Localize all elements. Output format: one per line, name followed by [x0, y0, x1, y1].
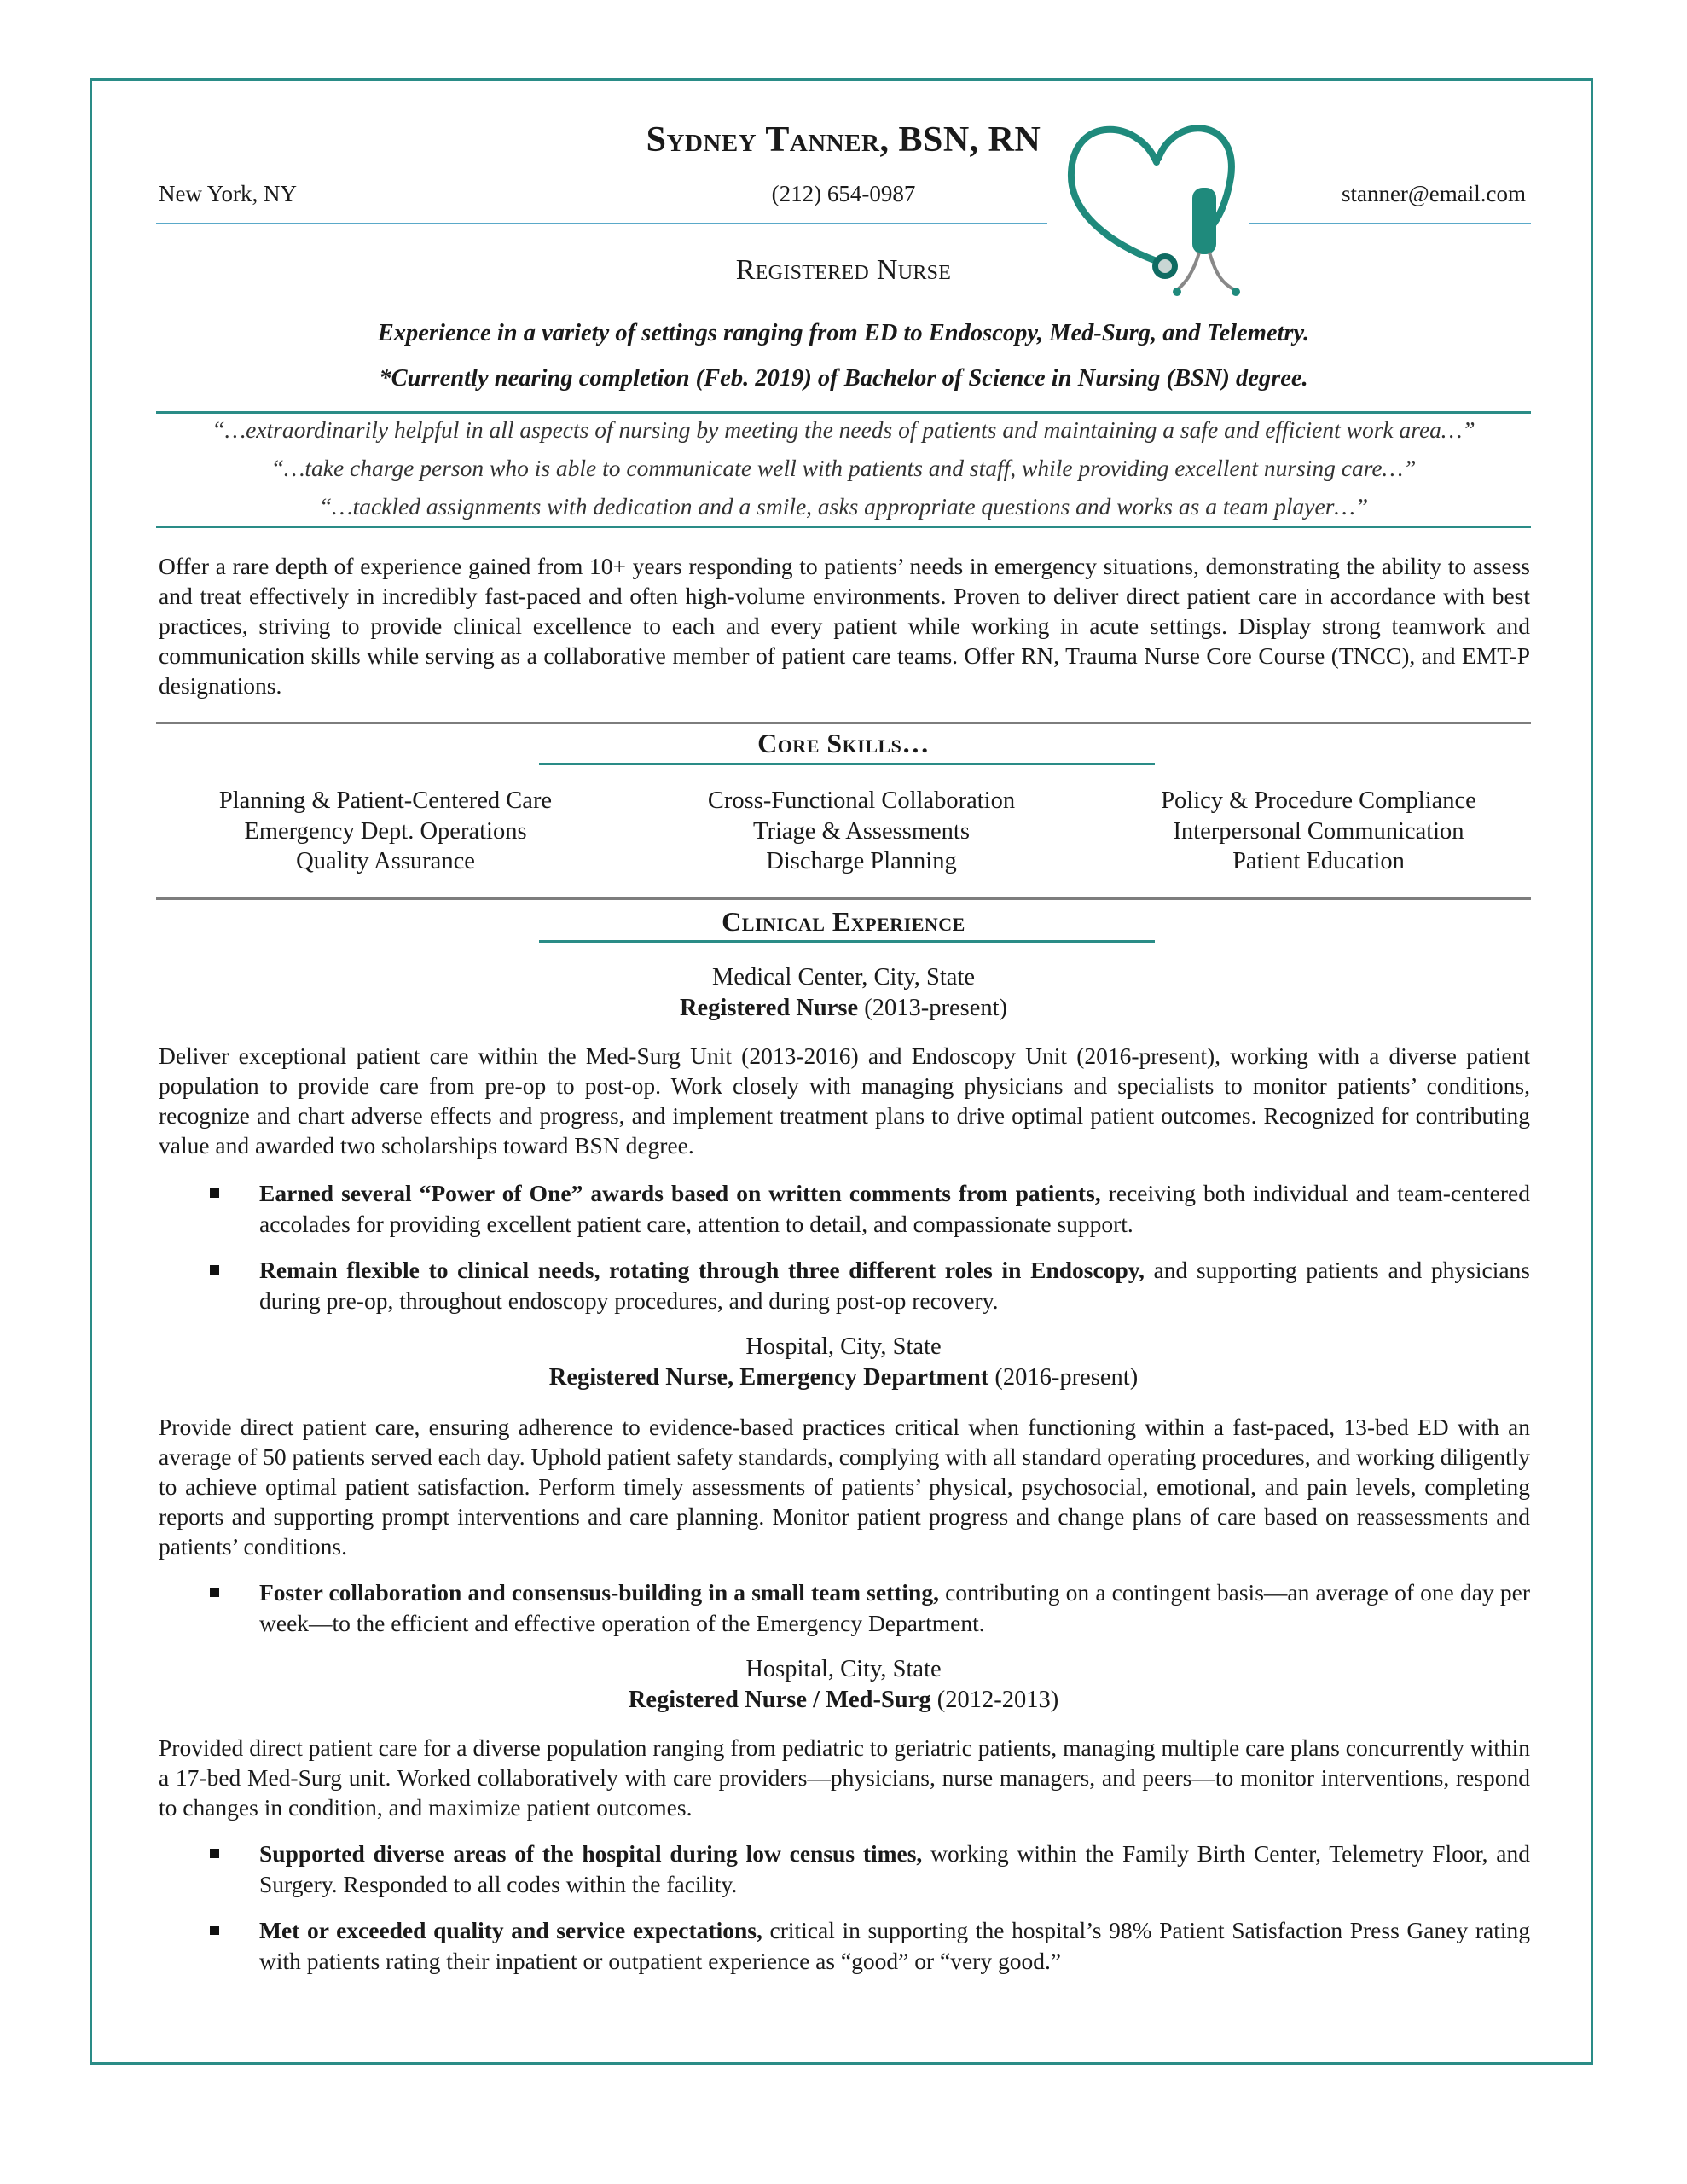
skills-column-2: [672, 786, 1051, 877]
skill-item: Policy & Procedure Compliance: [1161, 787, 1476, 814]
skill-item: Cross-Functional Collaboration: [707, 787, 1016, 814]
job-dates: (2013-present): [858, 995, 1008, 1021]
bullet-text: contributing on a contingent basis—an average of one day per week—to the efficient and effective operation of the Emergency Department.: [259, 1579, 1530, 1636]
tagline-2: *Currently nearing completion (Feb. 2019) of Bachelor of Science in Nursing (BSN) degree.: [379, 365, 1308, 392]
job-role: [0, 1687, 1687, 1714]
bullet-lead: Earned several “Power of One” awards based on written comments from patients,: [259, 1180, 1101, 1206]
job-description: Provided direct patient care for a diverse population ranging from pediatric to geriatric patients, managing multiple care plans concurrently within a 17-bed Med-Surg unit. Worked collaboratively with care providers—physicians, nurse managers, and peers—to monitor interventions, respond to changes in condition, and maximize patient outcomes.: [159, 1734, 1530, 1821]
skill-item: Patient Education: [1232, 848, 1405, 874]
bullet-lead: Foster collaboration and consensus-building in a small team setting,: [259, 1579, 939, 1606]
email-link[interactable]: stanner@email.com: [1341, 181, 1526, 206]
skill-item: Interpersonal Communication: [1173, 817, 1464, 845]
job-title: Registered Nurse, Emergency Department: [548, 1364, 989, 1391]
achievement-bullet: [159, 1915, 1530, 1976]
headline: Registered Nurse: [735, 254, 952, 286]
bullet-text: receiving both individual and team-centered accolades for providing excellent patient care, attention to detail, and compassionate support.: [259, 1180, 1530, 1237]
job-employer: Hospital, City, State: [745, 1656, 942, 1682]
section-underline: [539, 763, 1155, 765]
bullet-lead: Supported diverse areas of the hospital during low census times,: [259, 1840, 923, 1867]
core-skills-heading: Core Skills…: [757, 728, 930, 758]
bullet-text: and supporting patients and physicians during pre-op, throughout endoscopy procedures, and during post-op recovery.: [259, 1257, 1531, 1314]
bullet-marker: [210, 1265, 219, 1275]
candidate-name: Sydney Tanner, BSN, RN: [646, 120, 1041, 160]
bullet-text: critical in supporting the hospital’s 98% Patient Satisfaction Press Ganey rating with patients rating their inpatient or outpatient experience as “good” or “very good.”: [259, 1917, 1531, 1974]
skill-item: Emergency Dept. Operations: [244, 817, 527, 845]
job-dates: (2012-2013): [930, 1687, 1059, 1713]
contact-rule-right: [1249, 223, 1531, 224]
bullet-marker: [210, 1849, 219, 1858]
job-dates: (2016-present): [988, 1364, 1139, 1391]
job-description: Provide direct patient care, ensuring adherence to evidence-based practices critical when functioning within a fast-paced, 13-bed ED with an average of 50 patients served each day. Uphold patient safety standards, complying with all standard operating procedures, and working diligently to achieve optimal patient satisfaction. Perform timely assessments of patients’ physical, psychosocial, emotional, and pain levels, completing reports and supporting prompt interventions and care planning. Monitor patient progress and change plans of care based on reassessments and patients’ conditions.: [159, 1414, 1531, 1560]
testimonial-quote: “…extraordinarily helpful in all aspects of nursing by meeting the needs of patients and maintaining a safe and efficient work area…”: [212, 416, 1475, 443]
skill-item: Quality Assurance: [296, 848, 475, 874]
contact-rule-left: [156, 223, 1047, 224]
bullet-marker: [210, 1588, 219, 1597]
quote-rule-bottom: [156, 526, 1531, 528]
job-employer: Hospital, City, State: [745, 1333, 942, 1360]
skill-item: Triage & Assessments: [753, 817, 970, 845]
bullet-lead: Met or exceeded quality and service expectations,: [259, 1917, 762, 1943]
achievement-bullet: [159, 1838, 1530, 1899]
bullet-marker: [210, 1188, 219, 1198]
section-rule: [156, 897, 1531, 900]
job-description: Deliver exceptional patient care within the Med-Surg Unit (2013-2016) and Endoscopy Unit (2016-present), working with a diverse patient population to provide care from pre-op to post-op. Work closely with managing physicians and specialists to monitor patients’ conditions, recognize and chart adverse effects and progress, and implement treatment plans to drive optimal patient outcomes. Recognized for contributing value and awarded two scholarships toward BSN degree.: [159, 1043, 1530, 1159]
job-role: [0, 995, 1687, 1022]
skills-column-3: [1126, 786, 1511, 877]
job-title: Registered Nurse: [679, 995, 859, 1021]
job-employer: Medical Center, City, State: [711, 964, 976, 990]
quote-rule-top: [156, 411, 1531, 414]
bullet-text: working within the Family Birth Center, Telemetry Floor, and Surgery. Responded to all codes within the facility.: [259, 1840, 1531, 1897]
skill-item: Discharge Planning: [766, 848, 957, 874]
tagline-1: Experience in a variety of settings ranging from ED to Endoscopy, Med-Surg, and Telemetry.: [377, 320, 1310, 346]
skills-column-1: [198, 786, 573, 877]
skill-item: Planning & Patient-Centered Care: [218, 787, 553, 814]
job-role: [0, 1364, 1687, 1391]
achievement-bullet: [159, 1255, 1530, 1316]
achievement-bullet: [159, 1577, 1530, 1638]
bullet-marker: [210, 1926, 219, 1935]
clinical-experience-heading: Clinical Experience: [722, 906, 965, 937]
section-underline: [539, 940, 1155, 943]
location-text: New York, NY: [159, 181, 298, 206]
phone-text: (212) 654-0987: [771, 181, 916, 206]
testimonial-quote: “…tackled assignments with dedication and a smile, asks appropriate questions and works as a team player…”: [318, 493, 1369, 520]
section-rule: [156, 722, 1531, 724]
achievement-bullet: [159, 1178, 1530, 1239]
testimonial-quote: “…take charge person who is able to communicate well with patients and staff, while providing excellent nursing care…”: [270, 455, 1417, 481]
job-title: Registered Nurse / Med-Surg: [628, 1687, 931, 1713]
bullet-lead: Remain flexible to clinical needs, rotating through three different roles in Endoscopy,: [259, 1257, 1145, 1283]
professional-summary: Offer a rare depth of experience gained from 10+ years responding to patients’ needs in emergency situations, demonstrating the ability to assess and treat effectively in incredibly fast-paced and often high-volume environments. Proven to deliver direct patient care in accordance with best practices, striving to provide clinical excellence to each and every patient while working in acute settings. Display strong teamwork and communication skills while serving as a collaborative member of patient care teams. Offer RN, Trauma Nurse Core Course (TNCC), and EMT-P designations.: [159, 553, 1530, 699]
